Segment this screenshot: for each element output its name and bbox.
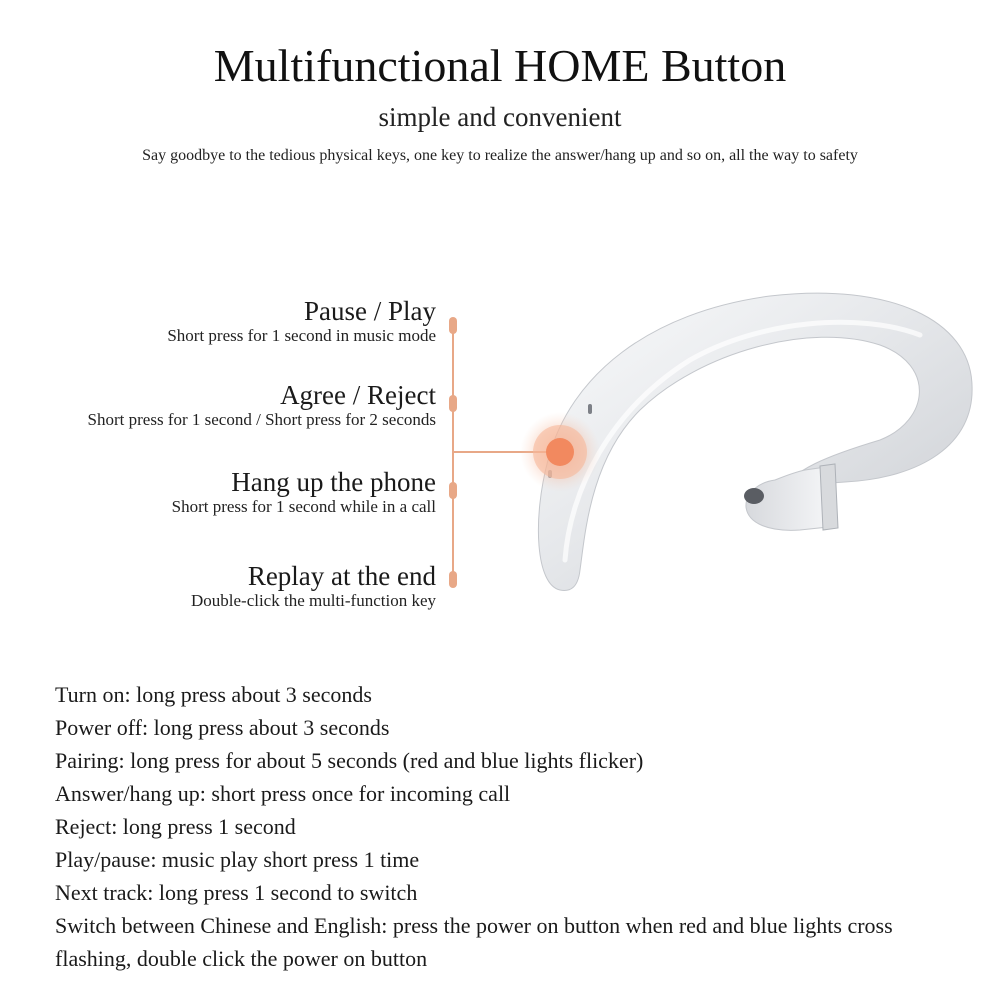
instruction-item: Play/pause: music play short press 1 time: [55, 847, 420, 872]
feature-description: Short press for 1 second / Short press for 2 seconds: [87, 410, 436, 429]
home-button-highlight: [520, 412, 600, 492]
instruction-item: Next track: long press 1 second to switch: [55, 880, 418, 905]
feature-agree-reject: [88, 380, 436, 430]
instruction-item: Pairing: long press for about 5 seconds (red and blue lights flicker): [55, 748, 644, 773]
instruction-item: Power off: long press about 3 seconds: [55, 715, 390, 740]
ear-hook-headset-image: [538, 293, 972, 590]
timeline-marker: [449, 571, 457, 588]
feature-hang-up: [172, 467, 436, 517]
instruction-item: Switch between Chinese and English: press the power on button when red and blue lights cross flashing, double click the power on button: [55, 913, 893, 971]
page-tagline: Say goodbye to the tedious physical keys, one key to realize the answer/hang up and so on, all the way to safety: [142, 147, 858, 164]
feature-description: Short press for 1 second while in a call: [171, 497, 436, 516]
timeline-marker: [449, 317, 457, 334]
instructions-list: [55, 678, 955, 975]
feature-replay: [191, 561, 436, 611]
feature-description: Double-click the multi-function key: [190, 591, 436, 610]
timeline-marker: [449, 395, 457, 412]
feature-title: Replay at the end: [247, 561, 436, 591]
page-subtitle: simple and convenient: [378, 102, 622, 132]
instruction-item: Answer/hang up: short press once for incoming call: [55, 781, 511, 806]
page-title: Multifunctional HOME Button: [213, 40, 787, 91]
feature-title: Pause / Play: [304, 296, 436, 326]
feature-title: Hang up the phone: [231, 467, 436, 497]
feature-title: Agree / Reject: [280, 380, 436, 410]
instruction-item: Turn on: long press about 3 seconds: [55, 682, 372, 707]
feature-pause-play: [167, 296, 436, 346]
instruction-item: Reject: long press 1 second: [55, 814, 296, 839]
feature-description: Short press for 1 second in music mode: [167, 326, 436, 345]
timeline-marker: [449, 482, 457, 499]
